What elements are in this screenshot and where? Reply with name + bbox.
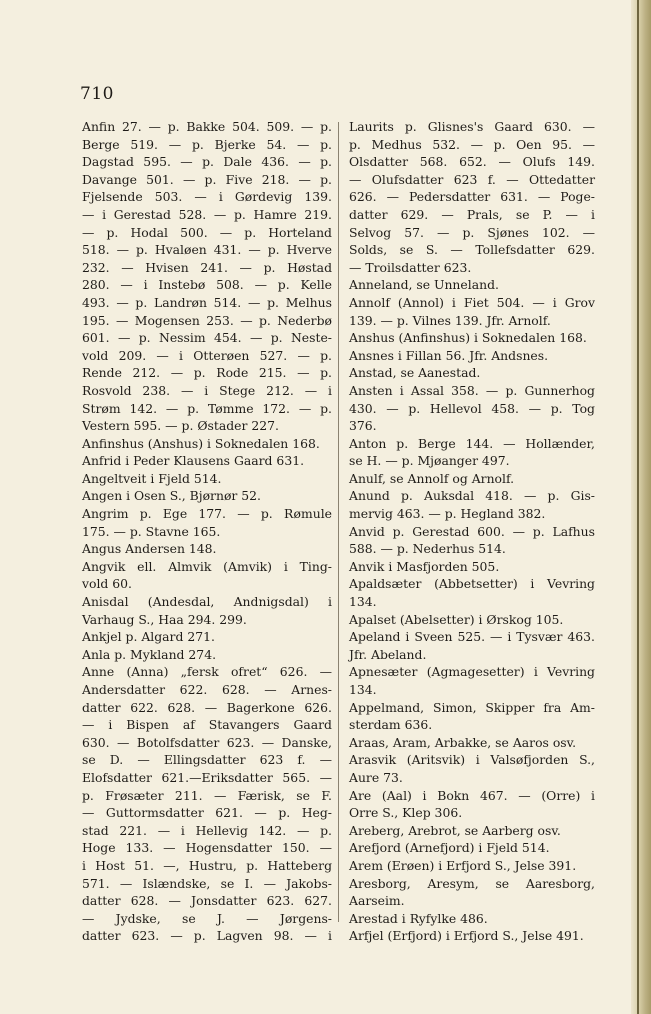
index-line: Angvik ell. Almvik (Amvik) i Ting- <box>82 558 332 574</box>
index-line: 232. — Hvisen 241. — p. Høstad <box>82 259 332 275</box>
index-line: Arefjord (Arnefjord) i Fjeld 514. <box>349 840 550 856</box>
index-line: sterdam 636. <box>349 717 433 733</box>
page-edge <box>631 0 651 1014</box>
page-number: 710 <box>80 84 114 104</box>
index-line: vold 209. — i Otterøen 527. — p. <box>82 347 332 363</box>
index-line: mervig 463. — p. Hegland 382. <box>349 506 546 522</box>
index-line: 430. — p. Hellevol 458. — p. Tog <box>349 400 595 416</box>
index-line: Orre S., Klep 306. <box>349 805 463 821</box>
index-line: Annolf (Annol) i Fiet 504. — i Grov <box>349 294 595 310</box>
index-line: Hoge 133. — Hogensdatter 150. — <box>82 840 332 856</box>
index-line: Dagstad 595. — p. Dale 436. — p. <box>82 154 332 170</box>
index-line: Vestern 595. — p. Østader 227. <box>82 418 279 434</box>
index-line: Jfr. Abeland. <box>349 646 427 662</box>
index-line: 630. — Botolfsdatter 623. — Danske, <box>82 734 332 750</box>
index-line: 601. — p. Nessim 454. — p. Neste- <box>82 330 332 346</box>
index-line: Anisdal (Andesdal, Andnigsdal) i <box>82 594 332 610</box>
index-line: Anfinshus (Anshus) i Soknedalen 168. <box>82 435 320 451</box>
index-line: — i Gerestad 528. — p. Hamre 219. <box>82 206 332 222</box>
index-line: 134. <box>349 682 377 697</box>
index-line: Strøm 142. — p. Tømme 172. — p. <box>82 400 332 416</box>
index-line: 175. — p. Stavne 165. <box>82 523 221 539</box>
index-line: 588. — p. Nederhus 514. <box>349 541 506 557</box>
index-column-right <box>349 118 595 945</box>
index-line: Selvog 57. — p. Sjønes 102. — <box>349 224 595 240</box>
index-line: Araas, Aram, Arbakke, se Aaros osv. <box>349 734 577 750</box>
index-line: 626. — Pedersdatter 631. — Poge- <box>349 189 595 205</box>
index-line: vold 60. <box>82 576 132 592</box>
index-line: se D. — Ellingsdatter 623 f. — <box>82 752 332 768</box>
index-line: Davange 501. — p. Five 218. — p. <box>82 171 332 187</box>
index-line: Anfin 27. — p. Bakke 504. 509. — p. <box>82 119 332 134</box>
index-line: Angeltveit i Fjeld 514. <box>82 470 222 486</box>
index-line: Anshus (Anfinshus) i Soknedalen 168. <box>349 330 587 346</box>
index-line: Apaldsæter (Abbetsetter) i Vevring <box>349 576 595 592</box>
index-line: Ansten i Assal 358. — p. Gunnerhog <box>349 382 595 398</box>
index-line: Anulf, se Annolf og Arnolf. <box>349 470 515 486</box>
index-line: Anund p. Auksdal 418. — p. Gis- <box>349 488 595 504</box>
index-line: Ansnes i Fillan 56. Jfr. Andsnes. <box>349 347 549 363</box>
index-line: Rende 212. — p. Rode 215. — p. <box>82 365 332 381</box>
index-line: Angus Andersen 148. <box>82 541 217 557</box>
index-line: Are (Aal) i Bokn 467. — (Orre) i <box>349 787 595 803</box>
index-line: Laurits p. Glisnes's Gaard 630. — <box>349 119 595 134</box>
index-line: Areberg, Arebrot, se Aarberg osv. <box>349 822 561 838</box>
index-line: 493. — p. Landrøn 514. — p. Melhus <box>82 294 332 310</box>
index-line: datter 629. — Prals, se P. — i <box>349 206 595 222</box>
index-line: Apeland i Sveen 525. — i Tysvær 463. <box>349 629 595 645</box>
index-line: Varhaug S., Haa 294. 299. <box>82 611 247 627</box>
index-line: Anstad, se Aanestad. <box>349 365 481 381</box>
index-line: Ankjel p. Algard 271. <box>82 629 215 645</box>
index-line: Fjelsende 503. — i Gørdevig 139. <box>82 189 332 205</box>
index-line: Arasvik (Aritsvik) i Valsøfjorden S., <box>349 752 595 768</box>
index-line: Anla p. Mykland 274. <box>82 646 217 662</box>
index-line: Anfrid i Peder Klausens Gaard 631. <box>82 453 305 469</box>
index-line: 195. — Mogensen 253. — p. Nederbø <box>82 312 332 328</box>
index-line: Andersdatter 622. 628. — Arnes- <box>82 682 332 697</box>
index-line: 518. — p. Hvaløen 431. — p. Hverve <box>82 242 332 258</box>
index-line: Appelmand, Simon, Skipper fra Am- <box>349 699 595 715</box>
index-line: — p. Hodal 500. — p. Horteland <box>82 224 332 240</box>
index-line: Anneland, se Unneland. <box>349 277 499 293</box>
index-column-left <box>82 118 332 945</box>
index-line: Angrim p. Ege 177. — p. Rømule <box>82 506 332 522</box>
index-line: Anne (Anna) „fersk ofret“ 626. — <box>82 664 332 680</box>
index-line: Arem (Erøen) i Erfjord S., Jelse 391. <box>349 857 577 873</box>
index-line: Elofsdatter 621.—Eriksdatter 565. — <box>82 769 332 785</box>
index-line: datter 623. — p. Lagven 98. — i <box>82 928 332 944</box>
index-line: — Jydske, se J. — Jørgens- <box>82 910 332 926</box>
index-line: — i Bispen af Stavangers Gaard <box>82 717 332 733</box>
index-line: Olsdatter 568. 652. — Olufs 149. <box>349 154 595 170</box>
index-line: 376. <box>349 418 377 434</box>
index-line: 280. — i Instebø 508. — p. Kelle <box>82 277 332 293</box>
index-line: Aure 73. <box>349 769 403 785</box>
index-line: p. Frøsæter 211. — Færisk, se F. <box>82 787 332 803</box>
index-line: p. Medhus 532. — p. Oen 95. — <box>349 136 595 152</box>
index-line: Rosvold 238. — i Stege 212. — i <box>82 382 332 398</box>
index-line: 134. <box>349 594 377 610</box>
index-line: Apalset (Abelsetter) i Ørskog 105. <box>349 611 564 627</box>
index-line: Arestad i Ryfylke 486. <box>349 910 488 926</box>
index-line: Apnesæter (Agmagesetter) i Vevring <box>349 664 595 680</box>
index-line: — Guttormsdatter 621. — p. Heg- <box>82 805 332 821</box>
index-line: 571. — Islændske, se I. — Jakobs- <box>82 875 332 891</box>
index-line: se H. — p. Mjøanger 497. <box>349 453 510 469</box>
index-line: Angen i Osen S., Bjørnør 52. <box>82 488 261 504</box>
index-line: Solds, se S. — Tollefsdatter 629. <box>349 242 595 258</box>
index-line: datter 628. — Jonsdatter 623. 627. <box>82 893 332 909</box>
index-line: stad 221. — i Hellevig 142. — p. <box>82 822 332 838</box>
index-line: 139. — p. Vilnes 139. Jfr. Arnolf. <box>349 312 551 328</box>
index-line: Anton p. Berge 144. — Hollænder, <box>349 435 595 451</box>
index-line: Anvid p. Gerestad 600. — p. Lafhus <box>349 523 595 539</box>
index-line: Aarseim. <box>349 893 405 909</box>
index-line: Aresborg, Aresym, se Aaresborg, <box>349 875 595 891</box>
index-line: i Host 51. —, Hustru, p. Hatteberg <box>82 857 332 873</box>
page-edge-line <box>637 0 639 1014</box>
index-line: Berge 519. — p. Bjerke 54. — p. <box>82 136 332 152</box>
index-line: Arfjel (Erfjord) i Erfjord S., Jelse 491. <box>349 928 584 944</box>
index-line: — Troilsdatter 623. <box>349 259 472 275</box>
index-line: Anvik i Masfjorden 505. <box>349 558 500 574</box>
column-divider <box>338 122 339 922</box>
index-line: — Olufsdatter 623 f. — Ottedatter <box>349 171 595 187</box>
index-line: datter 622. 628. — Bagerkone 626. <box>82 699 332 715</box>
